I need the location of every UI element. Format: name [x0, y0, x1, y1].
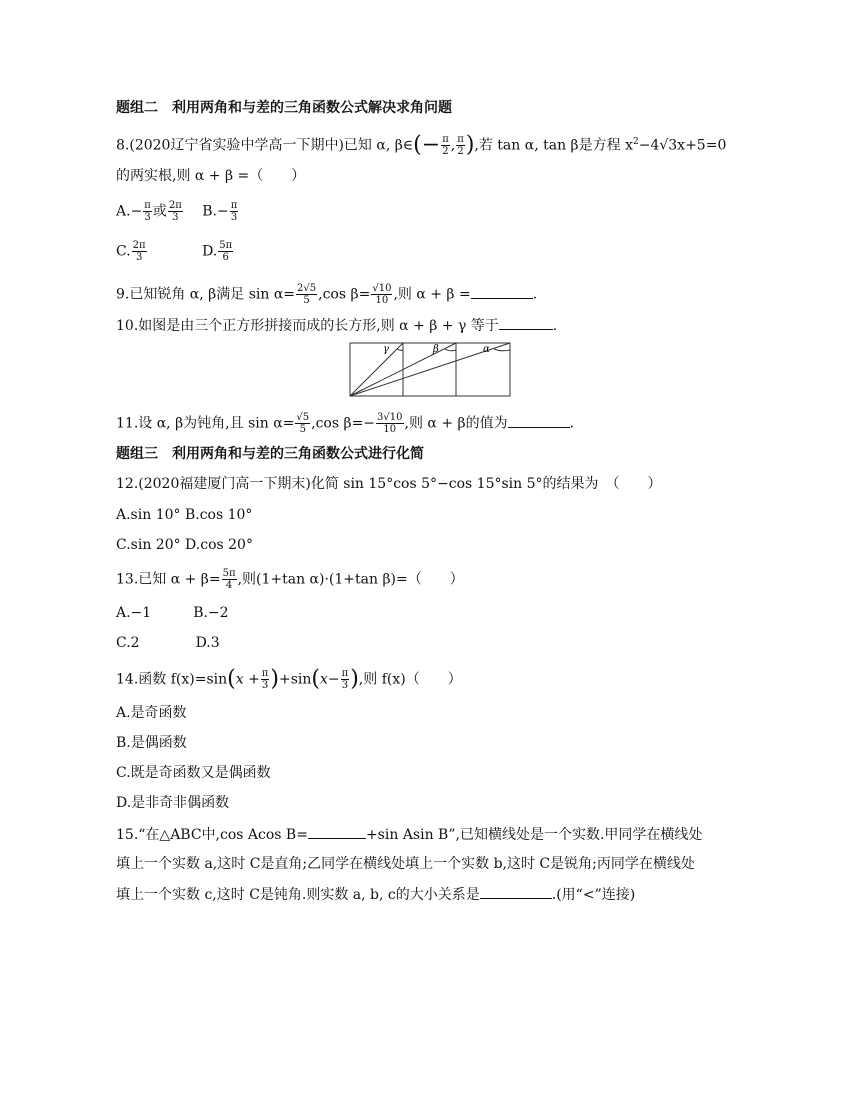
q8-frac-num: 5π — [219, 240, 233, 251]
q14-frac-1 — [261, 668, 270, 691]
q14-rparen: ) — [270, 666, 279, 692]
section-2-title: 题组二 利用两角和与差的三角函数公式解决求角问题 — [116, 100, 452, 116]
q14-frac-2 — [341, 668, 350, 691]
q8-option-d-frac — [218, 240, 233, 263]
q8-option-a-frac1 — [143, 200, 152, 223]
q8-option-b-frac — [230, 200, 239, 223]
q8-option-a-label: A.− — [116, 203, 143, 220]
q9-frac-num: √10 — [372, 283, 392, 294]
three-squares-rectangle-figure — [349, 342, 511, 397]
q8-equation-rest: −4√3x+5=0 — [638, 137, 727, 154]
q9-frac-den: 5 — [303, 295, 310, 306]
q15-line3-a: 填上一个实数 c,这时 C是钝角.则实数 a, b, c的大小关系是 — [116, 887, 480, 903]
q11-sin-frac — [295, 412, 310, 435]
q11-frac-den: 10 — [383, 424, 397, 435]
q9-frac-num: 2√5 — [297, 283, 317, 294]
q8-frac-num: π — [442, 134, 449, 146]
q9-sin-frac — [296, 283, 317, 306]
q8-frac-num: 2π — [132, 240, 146, 251]
q8-interval-right: ) — [465, 132, 475, 158]
question-8-options-ab — [116, 200, 239, 223]
question-12-options-cd: C.sin 20° D.cos 20° — [116, 537, 253, 553]
q14-lparen: ( — [311, 666, 320, 692]
question-15-line2: 填上一个实数 a,这时 C是直角;乙同学在横线处填上一个实数 b,这时 C是锐角;丙同学在横线处 — [116, 856, 695, 872]
q11-end: . — [569, 415, 575, 432]
q9-end: . — [532, 286, 538, 303]
question-14-option-c: C.既是奇函数又是偶函数 — [116, 765, 271, 781]
question-14-option-b: B.是偶函数 — [116, 735, 187, 751]
question-13-options-cd: C.2 D.3 — [116, 635, 220, 651]
q15-answer-blank — [480, 884, 552, 899]
q13-prefix: 13.已知 α + β= — [116, 571, 221, 588]
question-14-option-a: A.是奇函数 — [116, 705, 187, 721]
q11-mid: ,cos β=− — [311, 415, 376, 432]
label-gamma: γ — [383, 344, 389, 355]
q8-or: 或 — [152, 203, 167, 220]
angle-arc-alpha — [494, 349, 510, 351]
q9-answer-blank — [471, 284, 533, 299]
q8-option-b-label: B.− — [202, 203, 229, 220]
question-8-line1 — [116, 132, 726, 157]
q15-inner-blank — [308, 824, 366, 839]
q14-suffix: ,则 f(x)（ ） — [358, 671, 462, 688]
q8-option-c-frac — [132, 240, 147, 263]
q9-mid: ,cos β= — [318, 286, 371, 303]
question-9 — [116, 283, 537, 306]
q15-line1-b: +sin Asin B”,已知横线处是一个实数.甲同学在横线处 — [365, 827, 703, 843]
q11-answer-blank — [508, 413, 570, 428]
q8-option-d-label: D. — [202, 243, 218, 260]
q8-frac-num: π — [230, 200, 238, 211]
q13-frac-den: 4 — [225, 580, 233, 591]
question-15-line1 — [116, 824, 702, 845]
q13-frac-num: 5π — [222, 568, 236, 579]
q9-suffix: ,则 α + β = — [393, 286, 471, 303]
q8-comma: , — [450, 137, 456, 154]
question-11 — [116, 412, 574, 435]
q13-frac — [222, 568, 237, 591]
q14-frac-den: 3 — [341, 680, 349, 691]
q8-frac-den: 3 — [230, 212, 238, 223]
q10-text: 10.如图是由三个正方形拼接而成的长方形,则 α + β + γ 等于 — [116, 318, 499, 334]
q11-cos-frac — [376, 412, 403, 435]
question-12-options-ab: A.sin 10° B.cos 10° — [116, 507, 253, 523]
question-14 — [116, 668, 462, 691]
q8-frac-pi-over-2-b — [456, 134, 465, 157]
q8-frac-den: 6 — [222, 252, 229, 263]
section-3-title: 题组三 利用两角和与差的三角函数公式进行化简 — [116, 446, 424, 462]
q8-frac-pi-over-2-a — [441, 134, 450, 157]
q10-answer-blank — [499, 315, 553, 330]
q11-suffix: ,则 α + β的值为 — [404, 415, 508, 432]
q14-x-plus: x + — [235, 671, 260, 688]
q11-frac-num: 3√10 — [377, 412, 403, 423]
q14-frac-num: π — [261, 668, 269, 679]
q8-frac-den: 2 — [442, 146, 449, 158]
q8-frac-den: 3 — [135, 252, 143, 263]
q15-line1-a: 15.“在△ABC中,cos Acos B= — [116, 827, 308, 843]
question-13 — [116, 568, 464, 591]
q14-frac-den: 3 — [261, 680, 269, 691]
q8-frac-den: 3 — [172, 212, 179, 223]
q14-lparen: ( — [227, 666, 236, 692]
q14-plus-sin: +sin — [278, 671, 312, 688]
q8-prefix: 8.(2020辽宁省实验中学高一下期中)已知 α, β∈ — [116, 137, 414, 154]
angle-arc-gamma — [397, 349, 403, 350]
q8-mid: ,若 tan α, tan β是方程 x — [474, 137, 633, 154]
question-15-line3 — [116, 884, 635, 905]
question-14-option-d: D.是非奇非偶函数 — [116, 795, 230, 811]
q8-frac-den: 3 — [144, 212, 151, 223]
q8-frac-num: π — [144, 200, 151, 211]
angle-arc-beta — [445, 349, 456, 351]
label-alpha: α — [483, 344, 490, 355]
q8-square: 2 — [632, 137, 639, 147]
q9-frac-den: 10 — [375, 295, 389, 306]
q11-frac-den: 5 — [299, 424, 306, 435]
diagonal-gamma — [350, 343, 403, 396]
question-13-options-ab: A.−1 B.−2 — [116, 605, 229, 621]
q11-prefix: 11.设 α, β为钝角,且 sin α= — [116, 415, 295, 432]
question-8-line2: 的两实根,则 α + β =（ ） — [116, 168, 306, 184]
question-12: 12.(2020福建厦门高一下期末)化简 sin 15°cos 5°−cos 15°sin 5°的结果为 （ ） — [116, 476, 662, 492]
q8-frac-num: 2π — [168, 200, 182, 211]
q8-option-a-frac2 — [168, 200, 183, 223]
label-beta: β — [433, 344, 439, 355]
q10-end: . — [552, 318, 558, 334]
q14-rparen: ) — [350, 666, 359, 692]
question-8-options-cd — [116, 240, 234, 263]
q8-option-c-label: C. — [116, 243, 131, 260]
q14-frac-num: π — [341, 668, 349, 679]
q14-prefix: 14.函数 f(x)=sin — [116, 671, 228, 688]
q9-prefix: 9.已知锐角 α, β满足 sin α= — [116, 286, 296, 303]
q9-cos-frac — [371, 283, 392, 306]
q8-frac-den: 2 — [457, 146, 464, 158]
q13-suffix: ,则(1+tan α)·(1+tan β)=（ ） — [237, 571, 464, 588]
q8-interval-left: (− — [413, 132, 441, 158]
q8-frac-num: π — [457, 134, 464, 146]
question-10 — [116, 315, 557, 336]
q15-line3-b: .(用“<”连接) — [551, 887, 636, 903]
q11-frac-num: √5 — [296, 412, 310, 423]
q14-x-minus: x− — [319, 671, 340, 688]
